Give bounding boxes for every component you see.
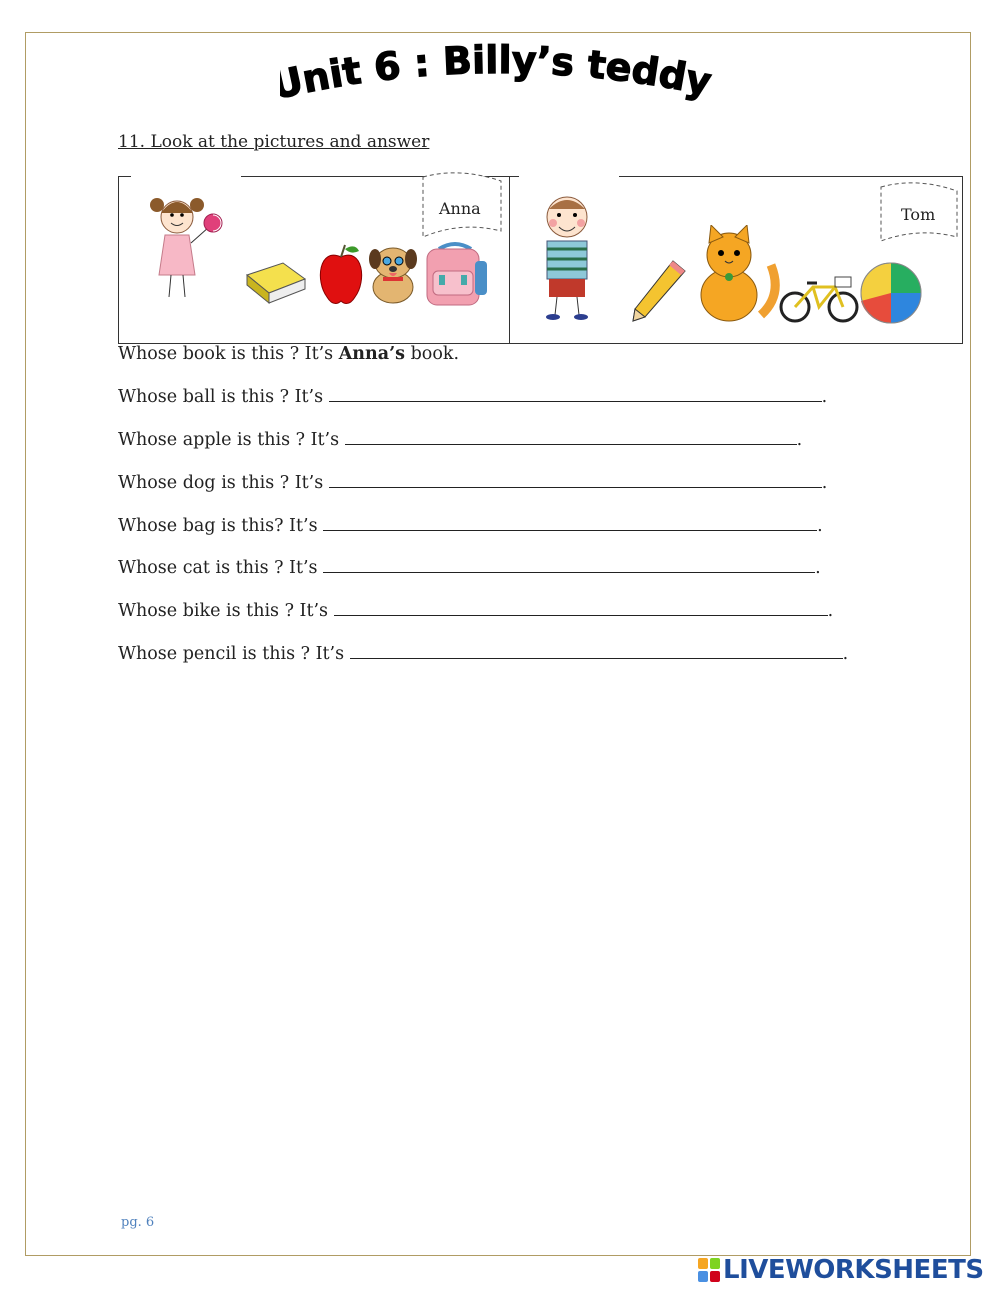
question-end: .	[842, 644, 849, 664]
page-number: pg. 6	[121, 1215, 155, 1230]
name-tag-anna: Anna	[439, 199, 481, 218]
example-prefix: Whose book is this ? It’s	[118, 344, 339, 364]
question-2	[118, 430, 802, 450]
book-icon	[243, 257, 309, 307]
question-text: Whose pencil is this ? It’s	[118, 644, 350, 664]
question-text: Whose ball is this ? It’s	[118, 387, 329, 407]
answer-blank[interactable]	[329, 473, 822, 488]
question-5	[118, 558, 821, 578]
cat-icon	[691, 225, 783, 325]
question-text: Whose bag is this? It’s	[118, 516, 324, 536]
girl-icon	[147, 187, 237, 307]
question-6	[118, 601, 833, 621]
bike-icon	[779, 273, 859, 325]
apple-icon	[313, 241, 369, 309]
pencil-icon	[629, 257, 689, 325]
ball-icon	[859, 261, 923, 325]
question-text: Whose cat is this ? It’s	[118, 558, 324, 578]
backpack-icon	[419, 239, 491, 309]
answer-blank[interactable]	[323, 516, 817, 531]
answer-blank[interactable]	[329, 387, 822, 402]
svg-text:Unit 6 : Billy’s teddy!	[280, 38, 715, 108]
question-3	[118, 473, 827, 493]
logo-mark-icon	[698, 1258, 720, 1282]
answer-blank[interactable]	[323, 558, 815, 573]
example-suffix: book.	[405, 344, 460, 364]
answer-blank[interactable]	[345, 430, 797, 445]
question-1	[118, 387, 827, 407]
question-text: Whose bike is this ? It’s	[118, 601, 334, 621]
question-end: .	[821, 473, 828, 493]
boy-icon	[529, 191, 609, 321]
question-text: Whose apple is this ? It’s	[118, 430, 345, 450]
question-end: .	[827, 601, 834, 621]
dog-icon	[365, 237, 421, 307]
page-title	[280, 38, 720, 108]
liveworksheets-logo	[698, 1255, 984, 1285]
question-end: .	[815, 558, 821, 578]
answer-blank[interactable]	[334, 601, 828, 616]
question-end: .	[796, 430, 803, 450]
question-7	[118, 644, 848, 664]
logo-text: LIVEWORKSHEETS	[723, 1255, 984, 1285]
example-answer: Anna’s	[338, 344, 406, 364]
instruction: 11. Look at the pictures and answer	[118, 132, 430, 152]
picture-table	[118, 176, 963, 344]
answer-blank[interactable]	[350, 644, 843, 659]
example-sentence	[118, 344, 459, 364]
name-tag-tom: Tom	[901, 205, 936, 224]
question-end: .	[821, 387, 828, 407]
question-end: .	[817, 516, 823, 536]
question-4	[118, 516, 823, 536]
question-text: Whose dog is this ? It’s	[118, 473, 329, 493]
title-text: nit 6 : Billy’s teddy	[298, 38, 716, 105]
